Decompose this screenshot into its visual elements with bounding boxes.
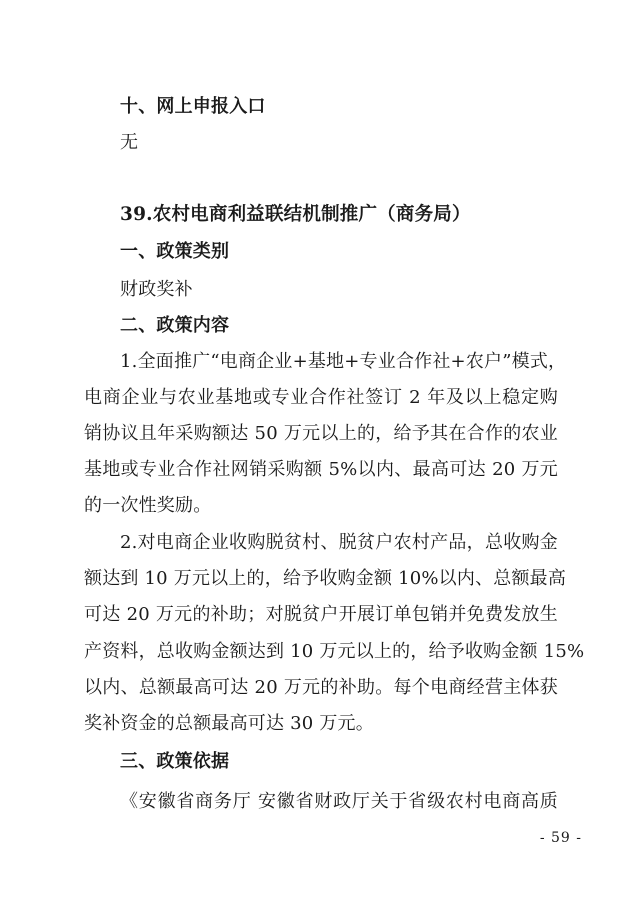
section-heading-policy-content: 二、政策内容 [120, 315, 230, 336]
paragraph-line: 1.全面推广“电商企业+基地+专业合作社+农户”模式， [120, 351, 567, 372]
paragraph-line: 以内、总额最高可达 20 万元的补助。每个电商经营主体获 [84, 677, 558, 698]
section-heading-policy-category: 一、政策类别 [120, 241, 230, 262]
paragraph-line: 的一次性奖励。 [84, 495, 212, 516]
paragraph-line: 可达 20 万元的补助；对脱贫户开展订单包销并免费发放生 [84, 604, 558, 625]
paragraph-line: 额达到 10 万元以上的，给予收购金额 10%以内、总额最高 [84, 568, 567, 589]
section-heading-online-application: 十、网上申报入口 [120, 96, 266, 117]
section-heading-policy-basis: 三、政策依据 [120, 751, 230, 772]
section-content-policy-category: 财政奖补 [120, 279, 193, 300]
policy-item-title: 39.农村电商利益联结机制推广（商务局） [120, 204, 471, 225]
paragraph-line: 2.对电商企业收购脱贫村、脱贫户农村产品，总收购金 [120, 532, 558, 553]
section-content-online-application: 无 [120, 132, 139, 153]
paragraph-line: 电商企业与农业基地或专业合作社签订 2 年及以上稳定购 [84, 387, 558, 408]
paragraph-line: 产资料，总收购金额达到 10 万元以上的，给予收购金额 15% [84, 641, 585, 662]
paragraph-line: 销协议且年采购额达 50 万元以上的，给予其在合作的农业 [84, 423, 558, 444]
page-number: - 59 - [539, 830, 582, 846]
paragraph-line: 基地或专业合作社网销采购额 5%以内、最高可达 20 万元 [84, 459, 558, 480]
paragraph-line: 奖补资金的总额最高可达 30 万元。 [84, 713, 374, 734]
paragraph-line: 《安徽省商务厅 安徽省财政厅关于省级农村电商高质 [120, 791, 558, 812]
